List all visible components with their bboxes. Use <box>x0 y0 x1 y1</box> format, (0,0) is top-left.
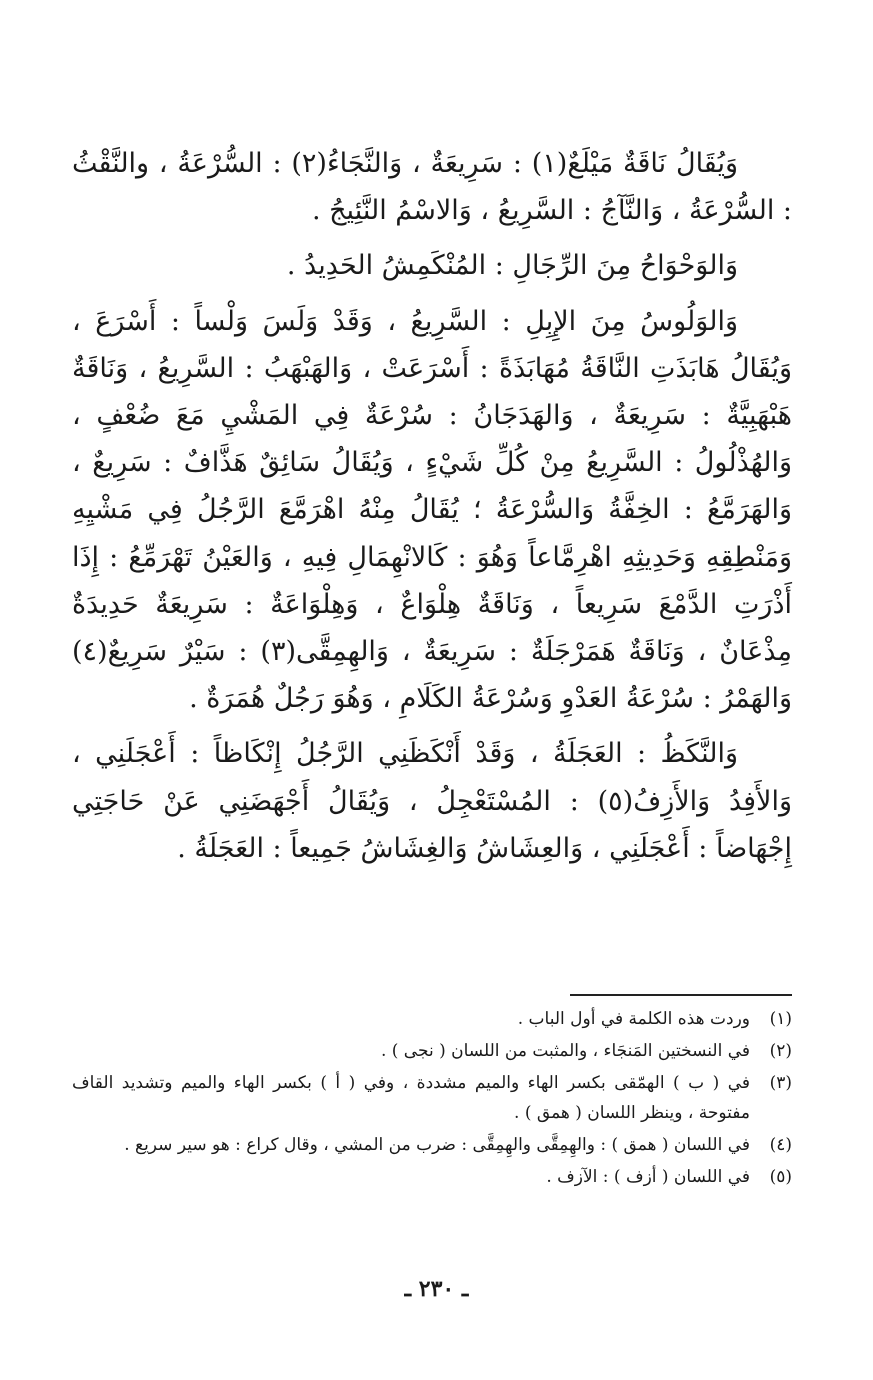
paragraph-speed-words: وَيُقَالُ نَاقَةٌ مَيْلَعٌ(١) : سَرِيعَةٌ ، وَالنَّجَاءُ(٢) : السُّرْعَةُ ، والنَّقْثُ : السُّرْعَةُ ، وَالنَّآجُ : السَّرِيعُ ، وَالاسْمُ النَّئِيجُ . <box>72 148 792 227</box>
footnote-text: في اللسان ( همق ) : والهِمِقَّى والهِمِقَّى : ضرب من المشي ، وقال كراع : هو سير سريع . <box>124 1135 750 1155</box>
footnote-text: في النسختين المَنجَاء ، والمثبت من اللسان ( نجى ) . <box>380 1041 750 1061</box>
footnote-item <box>72 1068 792 1128</box>
footnote-number: (٢) <box>769 1041 792 1061</box>
footnote-item <box>72 1036 792 1066</box>
footnote-divider <box>570 994 792 996</box>
footnote-number: (١) <box>769 1009 792 1029</box>
page-number: ـ ٢٣٠ ـ <box>404 1276 469 1302</box>
paragraph-walus: وَالوَلُوسُ مِنَ الإِبِلِ : السَّرِيعُ ، وَقَدْ وَلَسَ وَلْساً : أَسْرَعَ ، وَيُقَالُ هَابَذَتِ النَّاقَةُ مُهَابَذَةً : أَسْرَعَتْ ، وَالهَبْهَبُ : السَّرِيعُ ، وَنَاقَةٌ هَبْهَبِيَّةٌ : سَرِيعَةٌ ، وَالهَدَجَانُ : سُرْعَةٌ فِي المَشْيِ مَعَ ضُعْفٍ ، وَالهُذْلُولُ : السَّرِيعُ مِنْ كُلِّ شَيْءٍ ، وَيُقَالُ سَائِقٌ هَذَّافٌ : سَرِيعٌ ، وَالهَرَمَّعُ : الخِفَّةُ وَالسُّرْعَةُ ؛ يُقَالُ مِنْهُ اهْرَمَّعَ الرَّجُلُ فِي مَشْيِهِ وَمَنْطِقِهِ وَحَدِيثِهِ اهْرِمَّاعاً وَهُوَ : كَالانْهِمَالِ فِيهِ ، وَالعَيْنُ تَهْرَمِّعُ : إِذَا أَذْرَتِ الدَّمْعَ سَرِيعاً ، وَنَاقَةٌ هِلْوَاعٌ ، وَهِلْوَاعَةٌ : سَرِيعَةٌ حَدِيدَةٌ مِذْعَانٌ ، وَنَاقَةٌ هَمَرْجَلَةٌ : سَرِيعَةٌ ، وَالهِمِقَّى(٣) : سَيْرٌ سَرِيعٌ(٤) وَالهَمْرُ : سُرْعَةُ العَدْوِ وَسُرْعَةُ الكَلَامِ ، وَهُوَ رَجُلٌ هُمَرَةٌ . <box>72 305 792 715</box>
footnote-number: (٣) <box>769 1073 792 1093</box>
main-text <box>72 140 792 872</box>
footnote-item <box>72 1162 792 1192</box>
footnotes <box>72 1004 792 1194</box>
footnote-text: وردت هذه الكلمة في أول الباب . <box>517 1009 750 1029</box>
footnote-item <box>72 1130 792 1160</box>
paragraph-wahwah: وَالوَحْوَاحُ مِنَ الرِّجَالِ : المُنْكَمِشُ الحَدِيدُ . <box>286 250 738 282</box>
footnote-number: (٤) <box>769 1135 792 1155</box>
footnote-text: في اللسان ( أزف ) : الآزف . <box>546 1167 750 1187</box>
footnote-item <box>72 1004 792 1034</box>
paragraph-nakaz: وَالنَّكَظُ : العَجَلَةُ ، وَقَدْ أَنْكَظَنِي الرَّجُلُ إِنْكَاظاً : أَعْجَلَنِي ، وَالأَفِدُ وَالأَزِفُ(٥) : المُسْتَعْجِلُ ، وَيُقَالُ أَجْهَضَنِي عَنْ حَاجَتِي إِجْهَاضاً : أَعْجَلَنِي ، وَالعِشَاشُ وَالغِشَاشُ جَمِيعاً : العَجَلَةُ . <box>72 738 792 864</box>
footnote-number: (٥) <box>769 1167 792 1187</box>
footnote-text: في ( ب ) الهمّقى بكسر الهاء والميم مشددة ، وفي ( أ ) بكسر الهاء والميم وتشديد القاف مفتوحة ، وينظر اللسان ( همق ) . <box>72 1073 750 1123</box>
